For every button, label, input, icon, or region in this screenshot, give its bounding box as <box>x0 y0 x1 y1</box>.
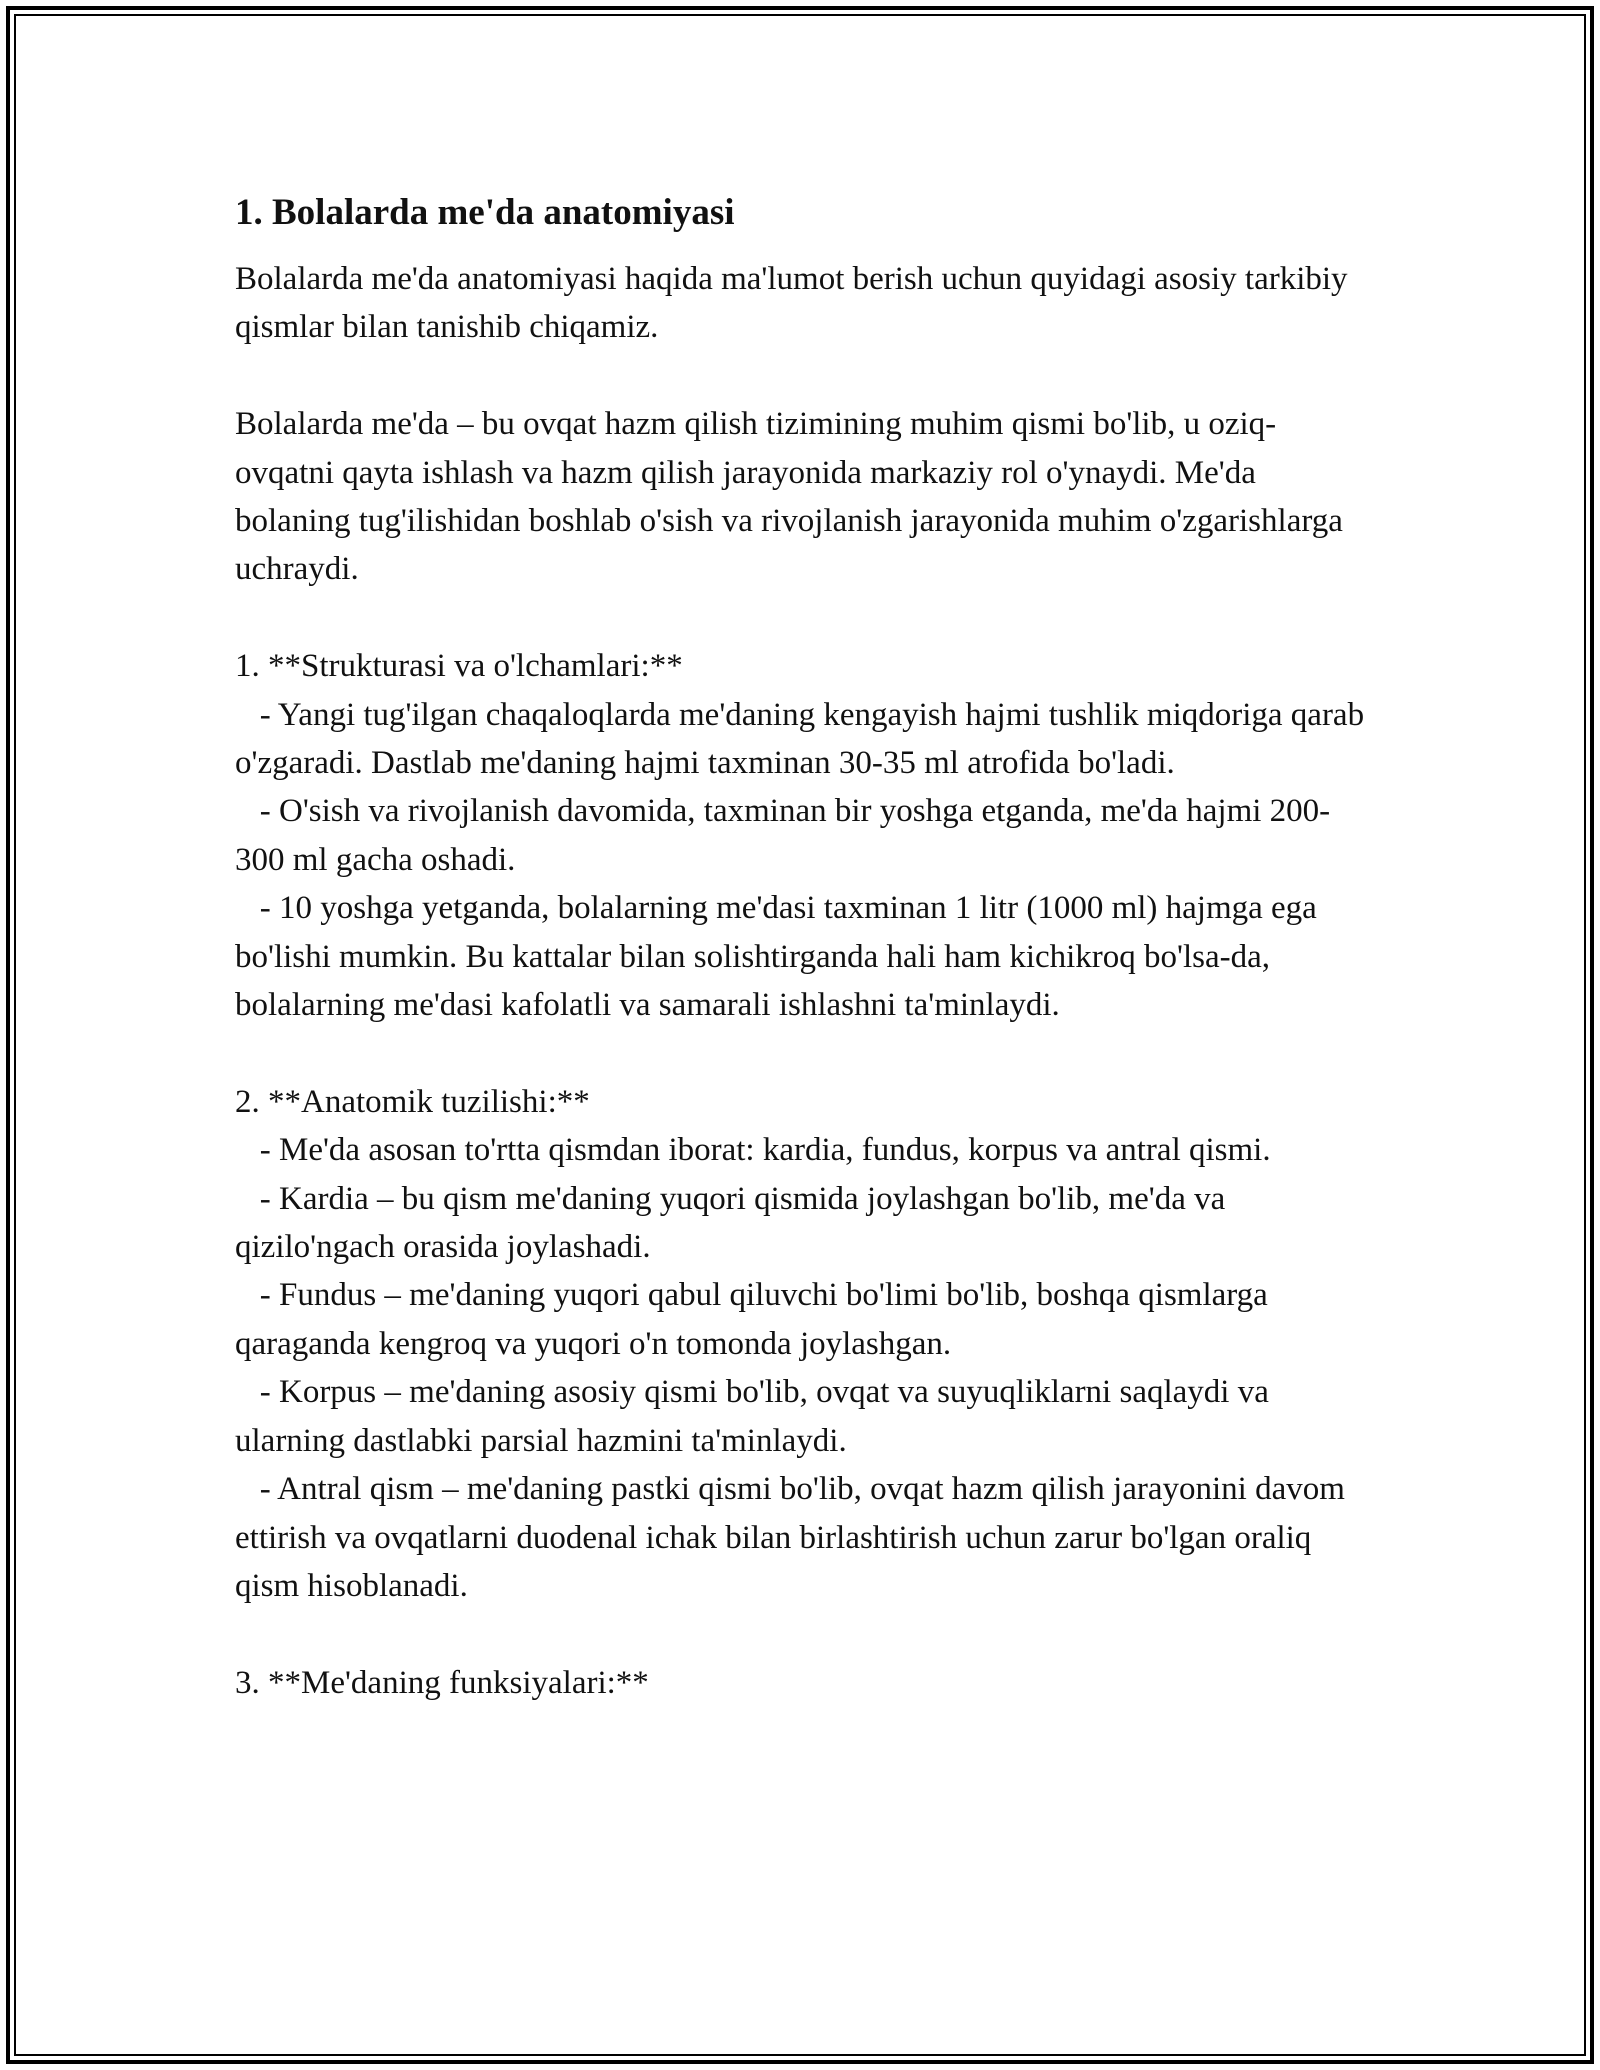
section-heading: 1. **Strukturasi va o'lchamlari:** <box>235 648 683 685</box>
section-structure <box>235 642 1375 1029</box>
list-item: - Kardia – bu qism me'daning yuqori qismida joylashgan bo'lib, me'da va qizilo'ngach orasida joylashadi. <box>235 1180 1234 1266</box>
list-item: - Me'da asosan to'rtta qismdan iborat: kardia, fundus, korpus va antral qismi. <box>235 1132 1271 1169</box>
section-anatomy <box>235 1078 1375 1610</box>
overview-paragraph: Bolalarda me'da – bu ovqat hazm qilish tizimining muhim qismi bo'lib, u oziq-ovqatni qayta ishlash va hazm qilish jarayonida markaziy rol o'ynaydi. Me'da bolaning tug'ilishidan boshlab o'sish va rivojlanish jarayonida muhim o'zgarishlarga uchraydi. <box>235 406 1352 588</box>
section-functions <box>235 1659 1375 1707</box>
list-item: - Fundus – me'daning yuqori qabul qiluvchi bo'limi bo'lib, boshqa qismlarga qaraganda kengroq va yuqori o'n tomonda joylashgan. <box>235 1277 1277 1362</box>
list-item: - O'sish va rivojlanish davomida, taxminan bir yoshga etganda, me'da hajmi 200-300 ml gacha oshadi. <box>235 793 1331 878</box>
section-heading: 3. **Me'daning funksiyalari:** <box>235 1664 649 1701</box>
document-title: 1. Bolalarda me'da anatomiyasi <box>235 192 735 233</box>
document-body <box>235 185 1375 1707</box>
intro-paragraph: Bolalarda me'da anatomiyasi haqida ma'lumot berish uchun quyidagi asosiy tarkibiy qismlar bilan tanishib chiqamiz. <box>235 261 1356 346</box>
section-heading: 2. **Anatomik tuzilishi:** <box>235 1083 590 1120</box>
list-item: - 10 yoshga yetganda, bolalarning me'dasi taxminan 1 litr (1000 ml) hajmga ega bo'lishi mumkin. Bu kattalar bilan solishtirganda hali ham kichikroq bo'lsa-da, bolalarning me'dasi kafolatli va samarali ishlashni ta'minlaydi. <box>235 890 1326 1024</box>
list-item: - Yangi tug'ilgan chaqaloqlarda me'daning kengayish hajmi tushlik miqdoriga qarab o'zgaradi. Dastlab me'daning hajmi taxminan 30-35 ml atrofida bo'ladi. <box>235 696 1373 782</box>
list-item: - Korpus – me'daning asosiy qismi bo'lib, ovqat va suyuqliklarni saqlaydi va ularning dastlabki parsial hazmini ta'minlaydi. <box>235 1374 1278 1459</box>
list-item: - Antral qism – me'daning pastki qismi bo'lib, ovqat hazm qilish jarayonini davom ettirish va ovqatlarni duodenal ichak bilan birlashtirish uchun zarur bo'lgan oraliq qism hisoblanadi. <box>235 1471 1354 1604</box>
